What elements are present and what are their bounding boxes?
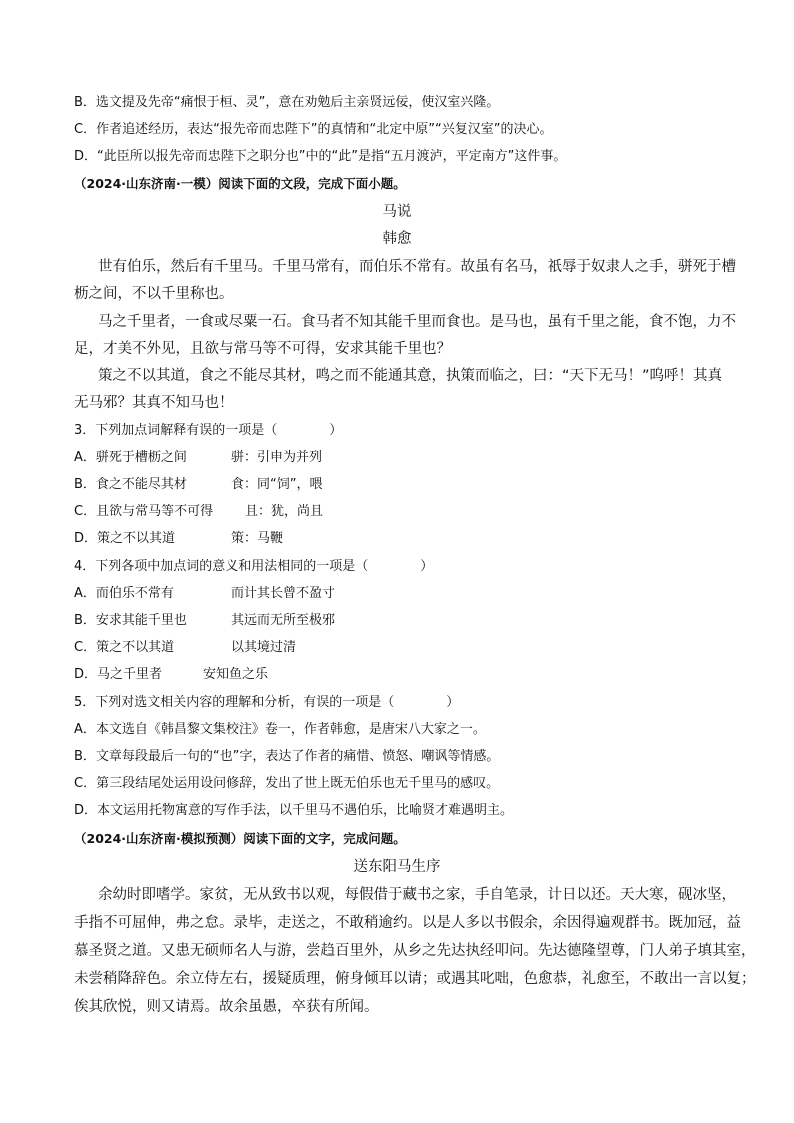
q4-option-c-text: C．策之不以其道 [74,640,175,655]
q4-option-b-pair: 其远而无所至极邪 [231,613,336,628]
section1-p3-line2: 无马邪？其真不知马也！ [74,395,234,411]
section2-line2: 手指不可屈伸，弗之怠。录毕，走送之，不敢稍逾约。以是人多以书假余，余因得遍观群书。既加冠，益 [74,915,741,931]
q5-stem: 5．下列对选文相关内容的理解和分析，有误的一项是（ ） [74,695,460,710]
q3-option-d-gloss: 策：马鞭 [231,531,284,546]
q3-option-c-text: C．且欲与常马等不可得 [74,504,214,519]
prev-option-b: B．选文提及先帝“痛恨于桓、灵”，意在劝勉后主亲贤远佞，使汉室兴隆。 [74,95,500,110]
q3-option-c [74,503,213,521]
q4-option-b-text: B．安求其能千里也 [74,613,187,628]
section1-p2-line1: 马之千里者，一食或尽粟一石。食马者不知其能千里而食也。是马也，虽有千里之能，食不饱，力不 [98,314,736,330]
q3-option-a-gloss: 骈：引申为并列 [231,450,323,465]
q4-option-a-text: A．而伯乐不常有 [74,586,174,601]
q3-option-b-text: B．食之不能尽其材 [74,477,187,492]
q3-option-d [74,530,175,548]
q3-option-c-gloss: 且：犹，尚且 [245,504,324,519]
section1-author: 韩愈 [382,231,412,247]
prev-option-d: D．“此臣所以报先帝而忠陛下之职分也”中的“此”是指“五月渡泸，平定南方”这件事。 [74,149,567,164]
q4-option-a-pair: 而计其长曾不盈寸 [231,586,336,601]
section2-intro: （2024·山东济南·模拟预测）阅读下面的文字，完成问题。 [74,831,406,846]
q4-option-d-pair: 安知鱼之乐 [203,667,269,682]
section1-p1-line1: 世有伯乐，然后有千里马。千里马常有，而伯乐不常有。故虽有名马，祇辱于奴隶人之手，骈死于槽 [98,259,736,275]
q5-option-c: C．第三段结尾处运用设问修辞，发出了世上既无伯乐也无千里马的感叹。 [74,776,500,791]
q3-option-a [74,449,187,467]
section1-p3-line1: 策之不以其道，食之不能尽其材，鸣之而不能通其意，执策而临之，曰：“天下无马！”呜呼！其真 [98,368,723,384]
section2-line4: 未尝稍降辞色。余立侍左右，援疑质理，俯身倾耳以请；或遇其叱咄，色愈恭，礼愈至，不敢出一言以复； [74,971,756,987]
prev-option-c: C．作者追述经历，表达“报先帝而忠陛下”的真情和“北定中原”“兴复汉室”的决心。 [74,122,553,137]
q5-option-b: B．文章每段最后一句的“也”字，表达了作者的痛惜、愤怒、嘲讽等情感。 [74,749,500,764]
section2-title: 送东阳马生序 [353,859,441,875]
q5-option-d: D．本文运用托物寓意的写作手法，以千里马不遇伯乐，比喻贤才难遇明主。 [74,803,514,818]
section2-line5: 俟其欣悦，则又请焉。故余虽愚，卒获有所闻。 [74,999,379,1015]
section1-p2-line2: 足，才美不外见，且欲与常马等不可得，安求其能千里也？ [74,341,451,357]
section1-intro: （2024·山东济南·一模）阅读下面的文段，完成下面小题。 [74,176,406,191]
q4-option-c-pair: 以其境过清 [231,640,297,655]
section1-title: 马说 [382,204,412,220]
section1-p1-line2: 枥之间，不以千里称也。 [74,286,234,302]
q5-option-a: A．本文选自《韩昌黎文集校注》卷一，作者韩愈，是唐宋八大家之一。 [74,722,486,737]
q3-option-b [74,476,187,494]
q3-option-d-text: D．策之不以其道 [74,531,176,546]
section2-line1: 余幼时即嗜学。家贫，无从致书以观，每假借于藏书之家，手自笔录，计日以还。天大寒，砚冰坚， [98,887,736,903]
q3-stem: 3．下列加点词解释有误的一项是（ ） [74,423,343,438]
q4-option-d-text: D．马之千里者 [74,667,163,682]
q4-stem: 4．下列各项中加点词的意义和用法相同的一项是（ ） [74,559,434,574]
q3-option-b-gloss: 食：同“饲”，喂 [231,477,323,492]
section2-line3: 慕圣贤之道。又患无硕师名人与游，尝趋百里外，从乡之先达执经叩问。先达德隆望尊，门人弟子填其室， [74,943,756,959]
q3-option-a-text: A．骈死于槽枥之间 [74,450,187,465]
